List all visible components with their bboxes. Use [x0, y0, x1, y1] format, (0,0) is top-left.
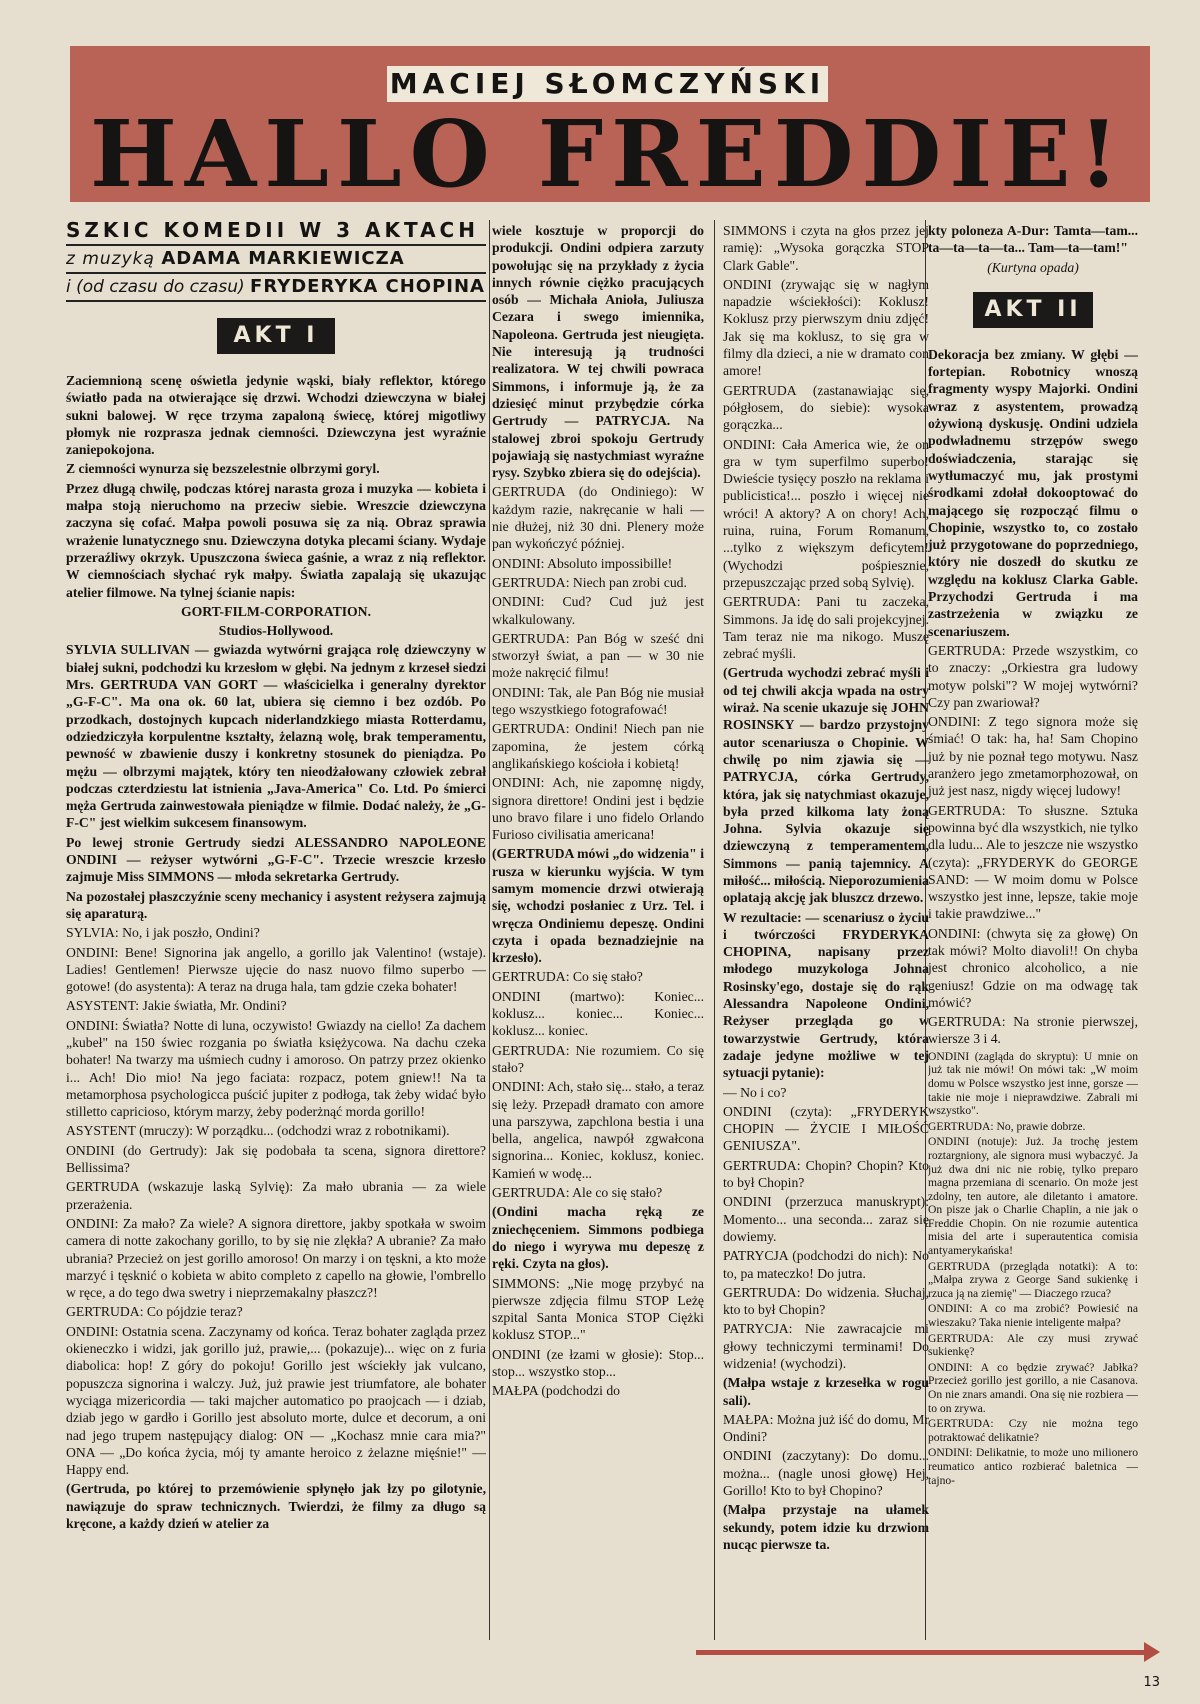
- stage-direction: W rezultacie: — scenariusz o życiu i twórczości FRYDERYKA CHOPINA, napisany przez młodego muzykologa Johna Rosinsky'ego, dostaje się do rąk Alessandra Napoleone Ondini, Reżyser przegląda go w towarzystwie Gertrudy, która zadaje jedyne możliwe w tej sytuacji pytanie):: [723, 909, 929, 1081]
- stage-sign: Studios-Hollywood.: [218, 623, 334, 639]
- stage-direction: SYLVIA SULLIVAN — gwiazda wytwórni grająca rolę dziewczyny w białej sukni, podchodzi ku krzesłom w głębi. Na jednym z krzeseł siedzi Mrs. GERTRUDA VAN GORT — właścicielka i generalny dyrektor „G-F-C". Ma ona ok. 60 lat, ubiera się ciemno i bez ozdób. Po przodkach, dostojnych kupcach niderlandzkiego miasta Rotterdamu, odziedziczyła korpulentne kształty, żelazną wolę, brak temperamentu, pewność w zbawienie duszy i konkretny stosunek do pieniądza. Po mężu — olbrzymi majątek, który ten nieodżałowany człowiek zebrał podczas czterdziestu lat istnienia „Java-America" Co. Ltd. Po śmierci męża Gertruda zainwestowała pieniądze w filmie. Dodać należy, że „G-F-C" jest wielkim sukcesem finansowym.: [66, 642, 486, 831]
- dialogue-line: GERTRUDA: Niech pan zrobi cud.: [492, 574, 687, 590]
- dialogue-line: ONDINI: Delikatnie, to może uno milionero reumatico antico rozbierać baletnica — tajno-: [928, 1446, 1138, 1487]
- stage-direction: (Gertruda, po której to przemówienie spłynęło jak łzy po gilotynie, nawiązuje do spraw technicznych. Twierdzi, że filmy za długo są kręcone, a każdy dzień w atelier za: [66, 1481, 486, 1531]
- dialogue-line: GERTRUDA (do Ondiniego): W każdym razie, nakręcanie w hali — nie dłużej, niż 30 dni. Plenery może pan wykończyć później.: [492, 484, 704, 552]
- stage-direction: Na pozostałej płaszczyźnie sceny mechanicy i asystent reżysera zajmują się aparaturą.: [66, 888, 486, 921]
- stage-direction: (Małpa przystaje na ułamek sekundy, potem idzie ku drzwiom nucąc pierwsze ta.: [723, 1502, 929, 1552]
- stage-direction: (GERTRUDA mówi „do widzenia" i rusza w kierunku wyjścia. W tym samym momencie drzwi otwierają się, wchodzi posłaniec z Urz. Tel. i wręcza Ondiniemu depeszę. Ondini czyta i opada beznadziejnie na krzesło).: [492, 846, 704, 966]
- stage-direction: (Ondini macha ręką ze zniechęceniem. Simmons podbiega do niego i wyrywa mu depeszę z ręki. Czyta na głos).: [492, 1204, 704, 1272]
- dialogue-line: ONDINI: Tak, ale Pan Bóg nie musiał tego wszystkiego fotografować!: [492, 684, 704, 718]
- dialogue-line: ONDINI (zagląda do skryptu): U mnie on już tak nie mówi! On mówi tak: „W moim domu w Polsce wszystko jest inne, gorsze — takie nie moje i nieprawdziwe. Zabrali mi wszystko".: [928, 1049, 1138, 1118]
- dialogue-line: ONDINI (czyta): „FRYDERYK CHOPIN — ŻYCIE I MIŁOŚĆ GENIUSZA".: [723, 1103, 929, 1154]
- dialogue-line: GERTRUDA (przegląda notatki): A to: „Małpa zrywa z George Sand sukienkę i rzuca ją na ziemię" — Diaczego rzuca?: [928, 1259, 1138, 1300]
- dialogue-line: ONDINI: Z tego signora może się śmiać! O tak: ha, ha! Sam Chopino już by nie poznał tego motywu. Nasz aranżero jego zmetamorphozował, on już jest nasz, nigdy więcej ludowy!: [928, 714, 1138, 799]
- stage-sign: GORT-FILM-CORPORATION.: [180, 603, 371, 619]
- dialogue-line: ONDINI: Ach, stało się... stało, a teraz się leży. Przepadł dramato con amore una parszywa, zapchlona bestia i una bella, angelica, nawpół zgwałcona signorina... Koniec, koklusz, koniec. Kamień w wodę...: [492, 1079, 704, 1181]
- act-heading: AKT II: [973, 292, 1093, 328]
- subtitle-line-2: z muzyką ADAMA MARKIEWICZA: [66, 246, 486, 274]
- dialogue-line: ONDINI: A co będzie zrywać? Jabłka? Przecież gorillo jest gorillo, a nie Casanova. On nie znars amandi. Ona się nie rozbiera — to on zrywa.: [928, 1360, 1138, 1415]
- subtitle-line-3: i (od czasu do czasu) FRYDERYKA CHOPINA: [66, 274, 486, 302]
- dialogue-line: GERTRUDA: Przede wszystkim, co to znaczy: „Orkiestra gra ludowy motyw polski"? W mojej wytwórni? Czy pan zwariował?: [928, 642, 1138, 710]
- dialogue-line: ONDINI (notuje): Już. Ja trochę jestem roztargniony, ale signora musi wybaczyć. Ja już dwa dni nic nie robię, tylko preparo magna przemiana di scenario. On może jest zdolny, ten autore, ale diletanto i amatore. On pisze jak o Charlie Chaplin, a nie jak o Freddie Chopin. On nie rozumie autentica misia del arte i superautentica comisia antyamerykańska!: [928, 1135, 1138, 1258]
- curtain-note: (Kurtyna opada): [987, 259, 1079, 275]
- dialogue-line: SIMMONS i czyta na głos przez jej ramię): „Wysoka gorączka STOP Clark Gable".: [723, 223, 929, 273]
- article-column-2: [492, 222, 704, 1642]
- dialogue-line: SIMMONS: „Nie mogę przybyć na pierwsze zdjęcia filmu STOP Leżę szpital Santa Monica STOP Ciężki koklusz STOP...": [492, 1275, 704, 1343]
- article-column-1: [66, 216, 486, 1600]
- dialogue-line: GERTRUDA: Co się stało?: [492, 969, 643, 985]
- dialogue-line: ONDINI: A co ma zrobić? Powiesić na wieszaku? Taka nienie inteligente małpa?: [928, 1302, 1138, 1330]
- author-name: MACIEJ SŁOMCZYŃSKI: [387, 66, 828, 102]
- dialogue-line: ONDINI: Ach, nie zapomnę nigdy, signora direttore! Ondini jest i będzie uno bravo filare i uno fidelo Orlando Furioso civilisatia americana!: [492, 775, 704, 843]
- arrow-head-icon: [1144, 1642, 1160, 1662]
- dialogue-line: GERTRUDA: Na stronie pierwszej, wiersze 3 i 4.: [928, 1014, 1138, 1047]
- dialogue-line: GERTRUDA (wskazuje laską Sylvię): Za mało ubrania — za wiele przerażenia.: [66, 1179, 486, 1212]
- dialogue-line: ONDINI (zaczytany): Do domu... można... (nagle unosi głowę) Hej, Gorillo! Kto to był Chopino?: [723, 1448, 929, 1499]
- dialogue-line: GERTRUDA: Pan Bóg w sześć dni stworzył świat, a pan — w 30 nie może nakręcić filmu!: [492, 630, 704, 681]
- stage-direction: Z ciemności wynurza się bezszelestnie olbrzymi goryl.: [66, 461, 380, 477]
- column-rule: [489, 220, 490, 1640]
- dialogue-line: GERTRUDA: Ondini! Niech pan nie zapomina, że jestem córką anglikańskiego kościoła i kobietą!: [492, 721, 704, 771]
- dialogue-line: GERTRUDA: Co pójdzie teraz?: [66, 1304, 243, 1320]
- dialogue-line: GERTRUDA: Chopin? Chopin? Kto to był Chopin?: [723, 1157, 929, 1191]
- dialogue-line: GERTRUDA (zastanawiając się, półgłosem, do siebie): wysoka gorączka...: [723, 382, 929, 433]
- dialogue-line: ONDINI (do Gertrudy): Jak się podobała ta scena, signora direttore? Bellissima?: [66, 1142, 486, 1176]
- continue-arrow: [696, 1650, 1146, 1655]
- stage-direction: (Małpa wstaje z krzesełka w rogu sali).: [723, 1375, 929, 1408]
- play-title: HALLO FREDDIE!: [90, 106, 1127, 202]
- article-column-4: [928, 222, 1138, 1642]
- stage-direction: kty poloneza A-Dur: Tamta—tam... ta—ta—ta—ta... Tam—ta—tam!": [928, 223, 1138, 256]
- dialogue-line: GERTRUDA: Pani tu zaczeka, Simmons. Ja idę do sali projekcyjnej. Tam teraz nie ma nikogo. Muszę zebrać myśli.: [723, 594, 929, 662]
- dialogue-line: ASYSTENT (mruczy): W porządku... (odchodzi wraz z robotnikami).: [66, 1123, 450, 1139]
- dialogue-line: PATRYCJA: Nie zawracajcie mi głowy techniczymi terminami! Do widzenia! (wychodzi).: [723, 1321, 929, 1371]
- subtitle-line-1: SZKIC KOMEDII W 3 AKTACH: [66, 216, 486, 246]
- dialogue-line: GERTRUDA: Do widzenia. Słuchaj, kto to był Chopin?: [723, 1284, 929, 1318]
- dialogue-line: ONDINI (zrywając się w nagłym napadzie wściekłości): Koklusz! Koklusz przy pierwszym dniu zdjęć! Jak się ma koklusz, to się gra w filmy dla dzieci, a nie w dramato con amore!: [723, 276, 929, 379]
- dialogue-line: GERTRUDA: Ale czy musi zrywać sukienkę?: [928, 1331, 1138, 1359]
- dialogue-line: ONDINI: Światła? Notte di luna, oczywisto! Gwiazdy na ciello! Za dachem „kubeł" na 150 świec rozgania po światła księżycowa. Na dachu czeka bohater! Na twarzy ma uśmiech cudny i amoroso. On patrzy przez okienko i... Ach! Dio mio! Na jego faciata: rozpacz, potem gniew!! Na ta metamorphosa psychologicca puścić jupiter z podłoga, tak żeby widać było stilletto capricioso, którym marzy, żeby poderżnąć morda gorillo!: [66, 1017, 486, 1120]
- dialogue-line: MAŁPA: Można już iść do domu, Mr Ondini?: [723, 1411, 929, 1445]
- page-number: 13: [1143, 1675, 1160, 1690]
- small-print-block: [928, 1050, 1138, 1487]
- dialogue-line: ONDINI: Absoluto impossibille!: [492, 555, 673, 571]
- dialogue-line: ONDINI (ze łzami w głosie): Stop... stop... wszystko stop...: [492, 1346, 704, 1379]
- dialogue-line: ONDINI: Cała America wie, że on gra w tym superfilmo superbo! Dwieście tysięcy poszło na reklama i publicistica!... poszło i więcej nie wróci! A aktory? A on chory! Ach, ruina, ruina, Forum Romanum, ...tylko z większym deficytem! (Wychodzi pośpiesznie, przepuszczając przed sobą Sylvię).: [723, 436, 929, 590]
- dialogue-line: ONDINI: Cud? Cud już jest wkalkulowany.: [492, 594, 704, 627]
- dialogue-line: ONDINI (martwo): Koniec... koklusz... koniec... Koniec... koklusz... koniec.: [492, 988, 704, 1039]
- dialogue-line: ONDINI (przerzuca manuskrypt): Momento... una seconda... zaraz się dowiemy.: [723, 1194, 929, 1244]
- dialogue-line: MAŁPA (podchodzi do: [492, 1383, 621, 1399]
- dialogue-line: ONDINI: Ostatnia scena. Zaczynamy od końca. Teraz bohater zagląda przez okieneczko i widzi, jak gorillo już, prawie,... (pokazuje)... więc on z furia diabolica: hop! Z góry do pokoju! Gorillo jest wściekły jak vulcano, popuszcza signorina i walczy. Już, już prawie jest triumfatore, ale bohater wyciąga mizericordia — taki majcher automatico po praojcach — i dziab, dziab jego w gardło i Gorillo jest absoluto morte, dulce et decorum, a oni nad jego trupem następujący dialog: ON — „Kochasz mnie cara mia?" ONA — „Do końca życia, mój ty amante heroico z żelazne mięśnie!" — Happy end.: [66, 1323, 486, 1478]
- column-rule: [714, 220, 715, 1640]
- dialogue-line: ASYSTENT: Jakie światła, Mr. Ondini?: [66, 998, 287, 1014]
- dialogue-line: — No i co?: [723, 1084, 787, 1100]
- stage-direction: Dekoracja bez zmiany. W głębi — fortepian. Robotnicy wnoszą fragmenty wyspy Majorki. Ondini wraz z asystentem, prowadzą ożywioną dyskusję. Ondini udziela podwładnemu strzępów swego doświadczenia, starając się wytłumaczyć mu, jak prostymi środkami zdołał dokooptować do mającego się rozpocząć filmu o Chopinie, wszystko to, co zostało już przygotowane do poprzedniego, który nie doszedł do skutku ze względu na koklusz Clarka Gable. Przychodzi Gertruda i ma zastrzeżenia w związku ze scenariuszem.: [928, 346, 1138, 639]
- dialogue-line: ONDINI: Za mało? Za wiele? A signora direttore, jakby spotkała w swoim camera di notte zakochany gorillo, to by się nie zlękła? A ubranie? Za mało ubrania? Przecież on jest gorillo amoroso! On marzy i on tęskni, a kto może marzyć i tęsknić o kobieta w abito completo z capello na głowie, l'ombrello w ręce, a do tego dwa swetry i nieprzemakalny płaszcz?!: [66, 1215, 486, 1301]
- stage-direction: Przez długą chwilę, podczas której narasta groza i muzyka — kobieta i małpa stoją nieruchomo na przeciw siebie. Wreszcie dziewczyna zaczyna się cofać. Małpa powoli posuwa się za nią. Obraz sprawia wrażenie lunatycznego snu. Dziewczyna dotyka plecami ściany. Wydaje przeraźliwy okrzyk. Upuszczona świeca gaśnie, a wraz z nią reflektor. W ciemnościach słychać ryk małpy. Światła zapalają się ukazując atelier filmowe. Na tylnej ścianie napis:: [66, 480, 486, 600]
- stage-direction: wiele kosztuje w proporcji do produkcji. Ondini odpiera zarzuty powołując się na przykłady z życia innych równie ciężko pracujących osób — Michała Anioła, Juliusza Cezara i swego imiennika, Napoleona. Gertruda jest nieugięta. Nie interesują ją trudności realizatora. W tej chwili powraca Simmons, i informuje ją, że za dziesięć minut przybędzie córka Gertrudy — PATRYCJA. Na stalowej zbroi spokoju Gertrudy pojawiają się nastychmiast wyraźne rysy. Szybko zbiera się do odejścia).: [492, 223, 704, 481]
- article-column-3: [723, 222, 929, 1642]
- dialogue-line: SYLVIA: No, i jak poszło, Ondini?: [66, 925, 260, 941]
- dialogue-line: ONDINI: (chwyta się za głowę) On tak mówi? Molto diavoli!! On chyba jest chronico alcoholico, a nie geniusz! Gdzie on ma odwagę tak mówić?: [928, 925, 1138, 1010]
- dialogue-line: GERTRUDA: Czy nie można tego potraktować delikatnie?: [928, 1417, 1138, 1444]
- dialogue-line: GERTRUDA: Ale co się stało?: [492, 1185, 663, 1201]
- dialogue-line: GERTRUDA: To słuszne. Sztuka powinna być dla wszystkich, nie tylko dla ludu... Ale to jeszcze nie wszystko (czyta): „FRYDERYK do GEORGE SAND: — W moim domu w Polsce wszystko jest inne, lepsze, takie moje i takie prawdziwe...": [928, 802, 1138, 922]
- dialogue-line: ONDINI: Bene! Signorina jak angello, a gorillo jak Valentino! (wstaje). Ladies! Gentlemen! Pierwsze ujęcie do nasz nuovo filmo superbo — gotowe! (do asystenta): A teraz na druga hala, tam gdzie czeka bohater!: [66, 944, 486, 995]
- dialogue-line: GERTRUDA: No, prawie dobrze.: [928, 1119, 1086, 1133]
- dialogue-line: GERTRUDA: Nie rozumiem. Co się stało?: [492, 1042, 704, 1075]
- stage-direction: Zaciemnioną scenę oświetla jedynie wąski, biały reflektor, którego światło pada na otwierające się drzwi. Wchodzi dziewczyna w białej sukni balowej. W ręce trzyma zapaloną świecę, której migotliwy płomyk nie rozprasza jednak ciemności. Dziewczyna jest wyraźnie zaniepokojona.: [66, 373, 486, 458]
- stage-direction: Po lewej stronie Gertrudy siedzi ALESSANDRO NAPOLEONE ONDINI — reżyser wytwórni „G-F-C". Trzecie wreszcie krzesło zajmuje Miss SIMMONS — młoda sekretarka Gertrudy.: [66, 834, 486, 885]
- dialogue-line: PATRYCJA (podchodzi do nich): No to, pa mateczko! Do jutra.: [723, 1248, 929, 1281]
- stage-direction: (Gertruda wychodzi zebrać myśli i od tej chwili akcja wpada na ostry wiraż. Na scenie ukazuje się JOHN ROSINSKY — bardzo przystojny autor scenariusza o Chopinie. W chwilę po nim zjawia się — PATRYCJA, córka Gertrudy, która, jak się natychmiast okazuje, była przed kilkoma laty żoną Johna. Sylvia okazuje się dziewczyną z temperamentem, Simmons — panią tajemnicy. A miłość... miłością. Nieporozumienia oplatają akcję jak bluszcz drzewo.: [723, 665, 929, 906]
- act-heading: AKT I: [217, 318, 335, 354]
